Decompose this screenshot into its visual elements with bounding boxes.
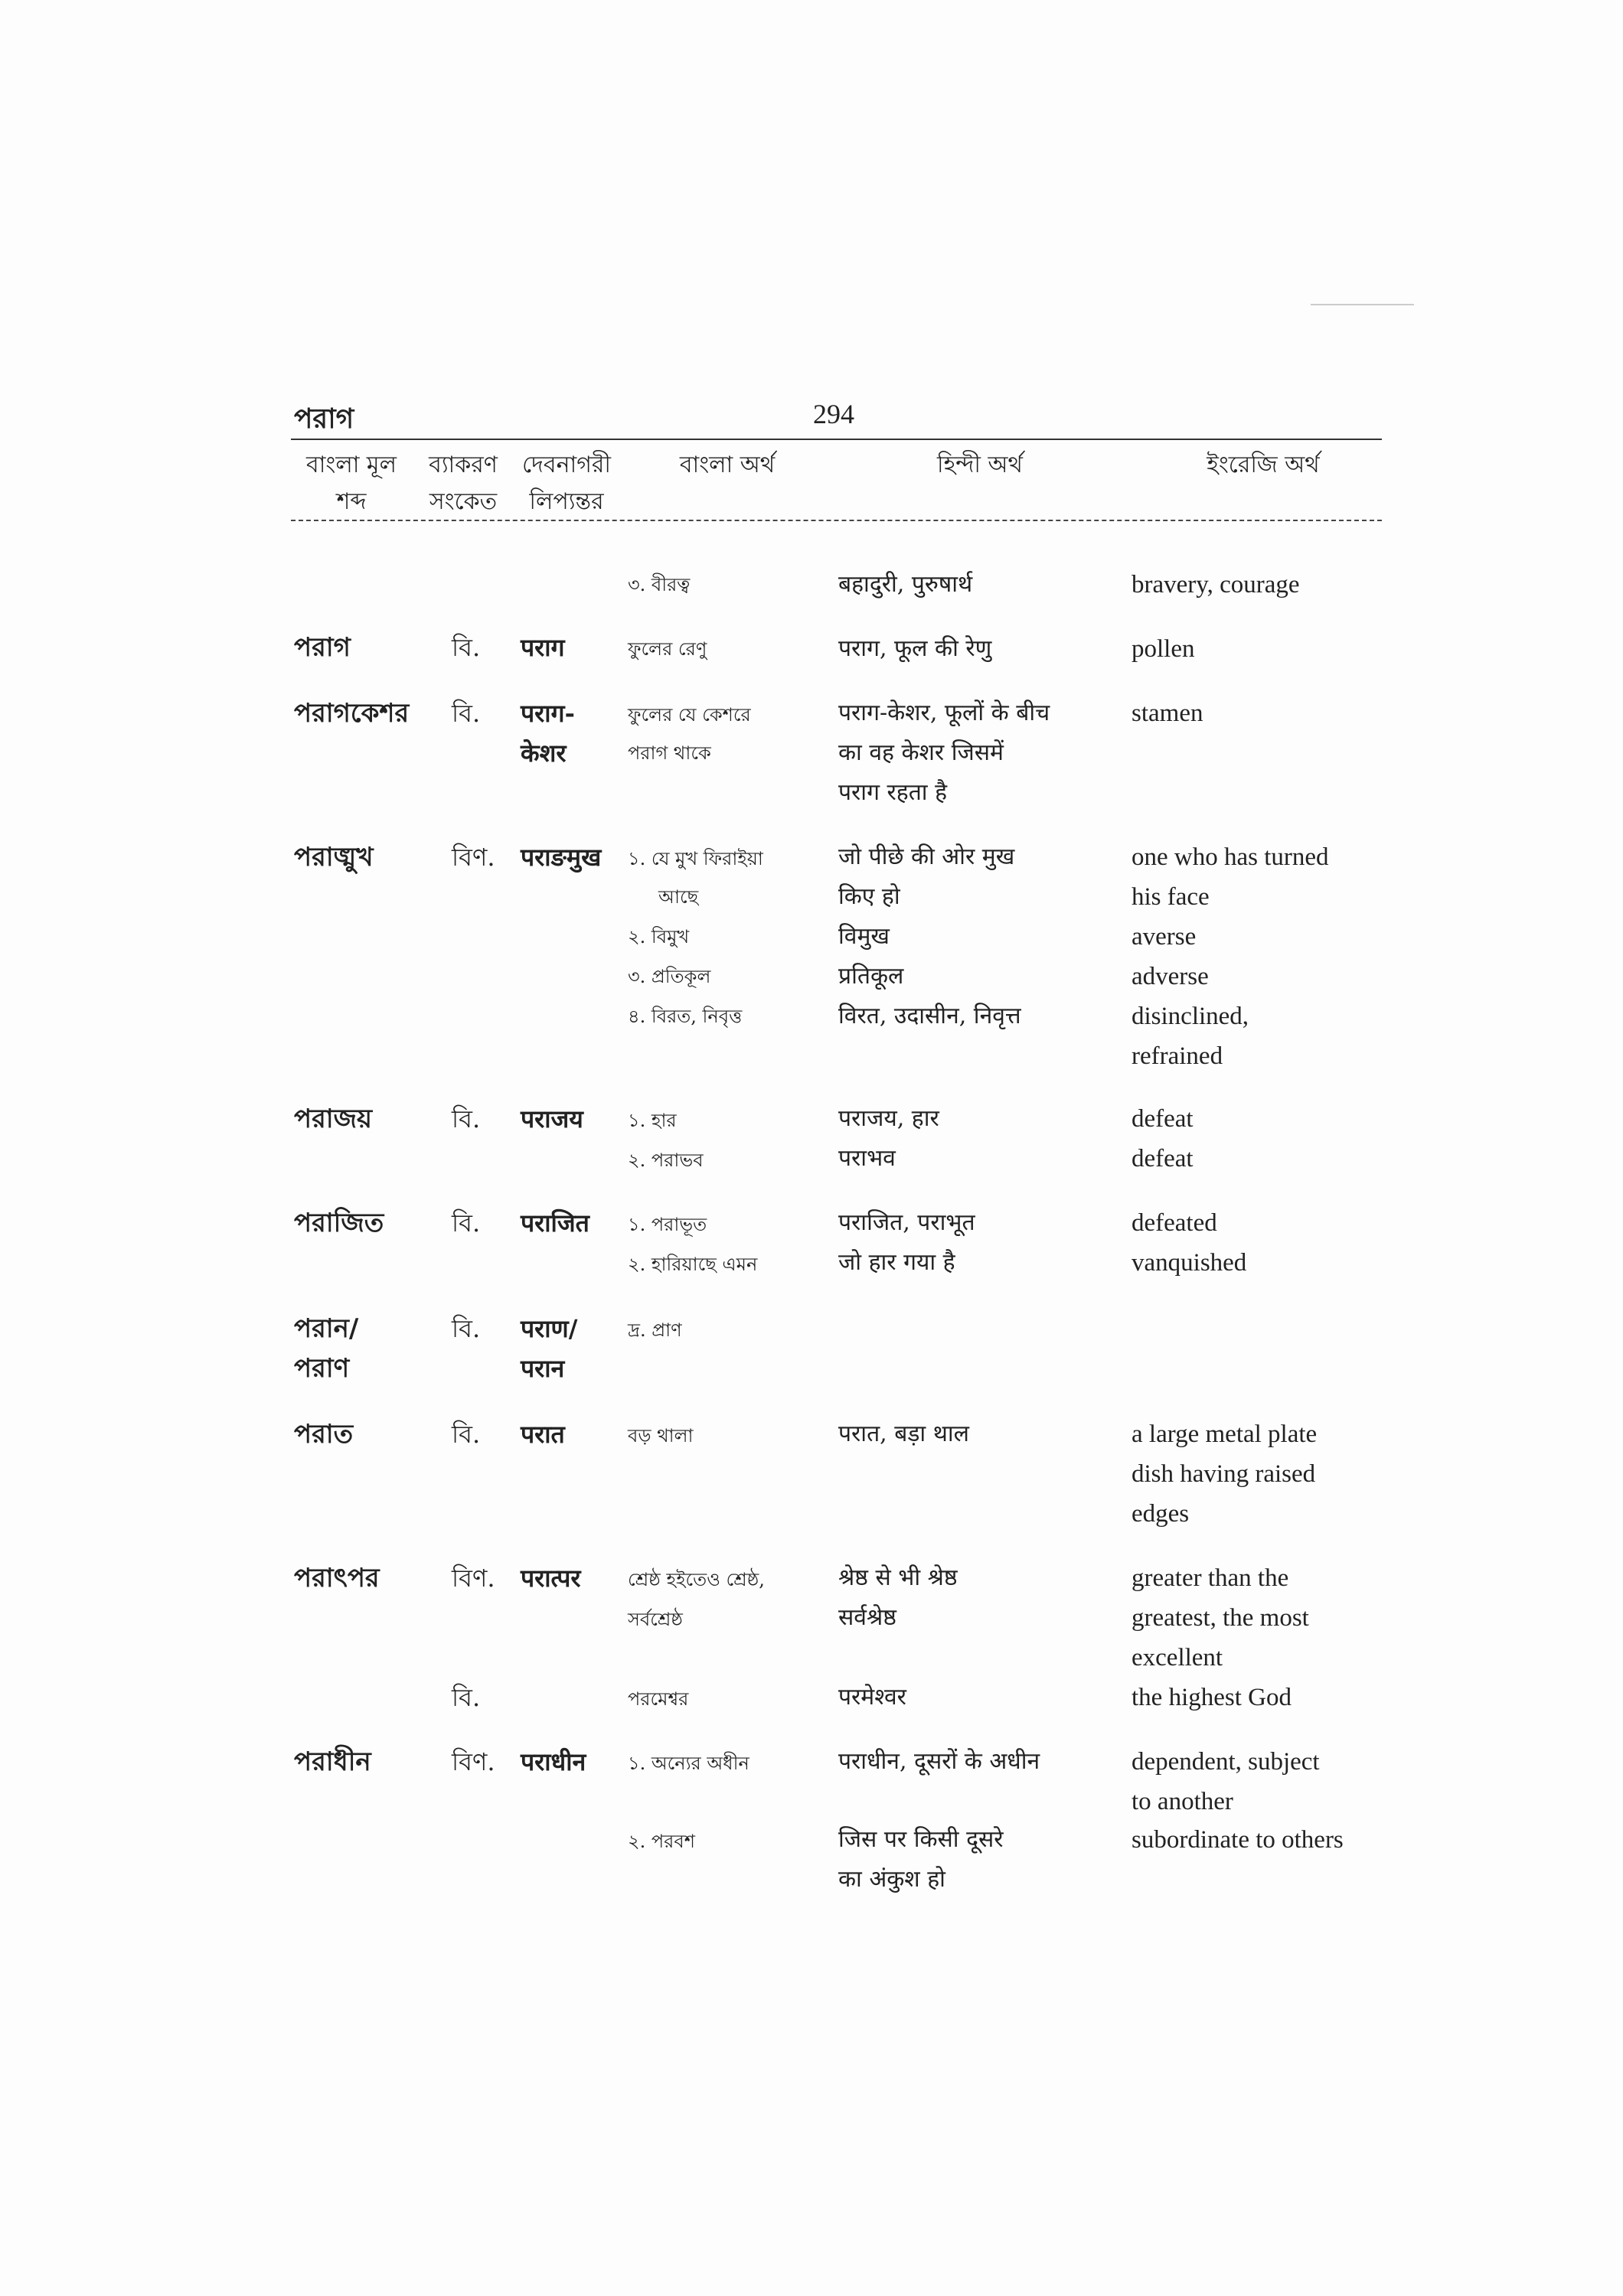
bengali-meaning: ১. হার [628,1110,677,1131]
bengali-meaning: দ্র. প্রাণ [628,1319,682,1341]
grammar-tag: বি. [452,1683,481,1712]
bengali-meaning: ৩. প্রতিকূল [628,966,711,987]
bengali-meaning: বড় থালা [628,1425,694,1446]
headword: পরাগকেশর [294,698,410,729]
bengali-meaning: ২. হারিয়াছে এমন [628,1254,758,1275]
bengali-meaning: আছে [658,886,699,908]
devanagari-transliteration: परात [521,1420,565,1449]
english-meaning: bravery, courage [1132,571,1300,598]
bengali-meaning: সর্বশ্রেষ্ঠ [628,1609,683,1630]
grammar-tag: বিণ. [452,843,495,872]
bengali-meaning: ২. পরবশ [628,1831,695,1852]
hindi-meaning: पराग रहता है [838,779,948,806]
english-meaning: dependent, subject [1132,1748,1320,1776]
english-meaning: averse [1132,923,1197,951]
bengali-meaning: পরাগ থাকে [628,742,711,764]
grammar-tag: বি. [452,1314,481,1343]
english-meaning: adverse [1132,963,1209,990]
headword: পরান/ [294,1313,359,1344]
devanagari-transliteration: केशर [521,739,567,768]
devanagari-transliteration: पराण/ [521,1314,578,1343]
hindi-meaning: श्रेष्ठ से भी श्रेष्ठ [838,1564,958,1591]
hindi-meaning: पराग, फूल की रेणु [838,635,992,662]
english-meaning: edges [1132,1500,1190,1528]
grammar-tag: বিণ. [452,1564,495,1593]
bengali-meaning: ফুলের রেণু [628,638,707,660]
bengali-meaning: পরমেশ্বর [628,1688,689,1710]
english-meaning: refrained [1132,1042,1223,1070]
column-header-grammar: ব্যাকরণ সংকেত [429,452,498,515]
hindi-meaning: सर्वश्रेष्ठ [838,1604,896,1631]
grammar-tag: বিণ. [452,1747,495,1776]
bengali-meaning: ১. পরাভূত [628,1214,707,1235]
english-meaning: defeat [1132,1105,1194,1133]
bengali-meaning: ২. বিমুখ [628,926,690,947]
headword: পরাঙ্মুখ [294,842,374,872]
hindi-meaning: बहादुरी, पुरुषार्थ [838,571,973,598]
hindi-meaning: जो हार गया है [838,1249,955,1276]
hindi-meaning: का अंकुश हो [838,1866,945,1893]
devanagari-transliteration: पराजय [521,1104,583,1133]
devanagari-transliteration: पराङमुख [521,843,602,872]
hindi-meaning: पराभव [838,1145,896,1172]
english-meaning: vanquished [1132,1249,1247,1277]
english-meaning: greater than the [1132,1564,1289,1592]
devanagari-transliteration: पराग- [521,699,575,728]
hindi-meaning: पराग-केशर, फूलों के बीच [838,700,1050,726]
headword: পরাত [294,1419,354,1450]
devanagari-transliteration: परान [521,1354,565,1383]
devanagari-transliteration: पराधीन [521,1747,586,1776]
hindi-meaning: विमुख [838,923,890,950]
headword: পরাজয় [294,1104,373,1134]
english-meaning: dish having raised [1132,1460,1316,1488]
hindi-meaning: जिस पर किसी दूसरे [838,1826,1004,1853]
english-meaning: pollen [1132,635,1195,663]
devanagari-transliteration: परात्पर [521,1564,581,1593]
grammar-tag: বি. [452,633,481,662]
column-header-english-meaning: ইংরেজি অর্থ [1207,452,1320,478]
english-meaning: to another [1132,1788,1233,1815]
hindi-meaning: परमेश्वर [838,1684,906,1711]
english-meaning: one who has turned [1132,843,1329,871]
column-header-bengali-meaning: বাংলা অর্থ [679,452,776,478]
hindi-meaning: परात, बड़ा थाल [838,1420,970,1447]
running-head: পরাগ [294,403,354,435]
column-header-bengali-root: বাংলা মূল শব্দ [306,452,397,515]
hindi-meaning: जो पीछे की ओर मुख [838,843,1015,870]
headword: পরাগ [294,632,351,663]
header-bottom-rule [291,520,1382,521]
column-header-devanagari: দেবনাগরী লিপ্যন্তর [522,452,611,515]
bengali-meaning: শ্রেষ্ঠ হইতেও শ্রেষ্ঠ, [628,1569,765,1590]
grammar-tag: বি. [452,1420,481,1449]
scan-mark [1311,304,1414,305]
hindi-meaning: पराजित, पराभूत [838,1209,975,1236]
column-header-hindi-meaning: হিন্দী অর্থ [937,452,1023,478]
page-number: 294 [813,399,854,429]
english-meaning: excellent [1132,1644,1223,1671]
hindi-meaning: विरत, उदासीन, निवृत्त [838,1003,1021,1029]
bengali-meaning: ৪. বিরত, নিবৃত্ত [628,1006,743,1027]
hindi-meaning: प्रतिकूल [838,963,904,990]
hindi-meaning: किए हो [838,883,900,910]
english-meaning: the highest God [1132,1684,1292,1711]
english-meaning: greatest, the most [1132,1604,1309,1632]
bengali-meaning: ৩. বীরত্ব [628,574,691,595]
grammar-tag: বি. [452,1208,481,1238]
english-meaning: his face [1132,883,1210,911]
hindi-meaning: का वह केशर जिसमें [838,739,1004,766]
headword: পরাধীন [294,1746,371,1777]
bengali-meaning: ১. যে মুখ ফিরাইয়া [628,848,763,869]
english-meaning: defeat [1132,1145,1194,1172]
devanagari-transliteration: पराजित [521,1208,589,1238]
devanagari-transliteration: पराग [521,633,565,662]
bengali-meaning: ফুলের যে কেশরে [628,704,751,726]
english-meaning: stamen [1132,700,1203,727]
grammar-tag: বি. [452,699,481,728]
english-meaning: defeated [1132,1209,1217,1237]
grammar-tag: বি. [452,1104,481,1133]
headword: পরাৎপর [294,1563,380,1593]
headword: পরাজিত [294,1208,384,1238]
header-top-rule [291,439,1382,440]
english-meaning: a large metal plate [1132,1420,1318,1448]
english-meaning: subordinate to others [1132,1826,1344,1854]
hindi-meaning: पराजय, हार [838,1105,939,1132]
hindi-meaning: पराधीन, दूसरों के अधीन [838,1748,1040,1775]
bengali-meaning: ২. পরাভব [628,1150,704,1171]
bengali-meaning: ১. অন্যের অধীন [628,1753,749,1774]
headword: পরাণ [294,1353,350,1384]
english-meaning: disinclined, [1132,1003,1249,1030]
